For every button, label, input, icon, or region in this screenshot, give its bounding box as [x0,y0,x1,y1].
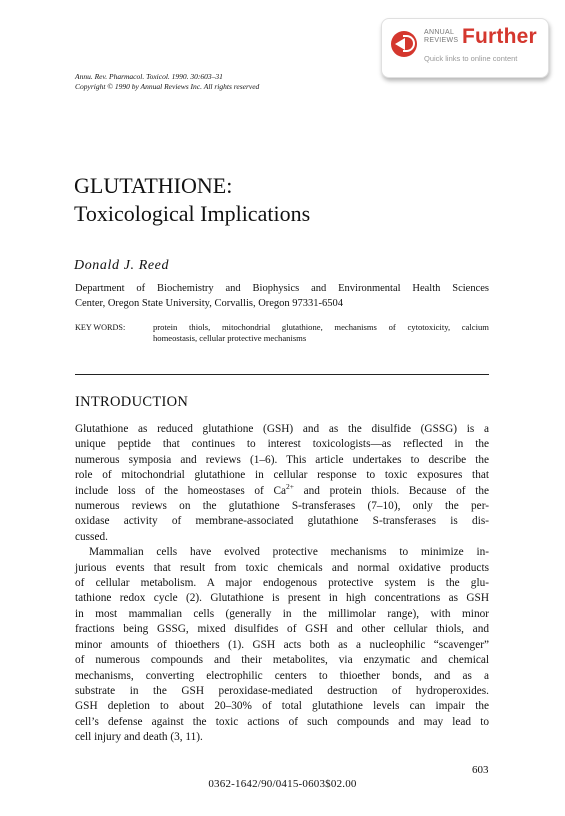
body-line: GSH depletion to about 20–30% of total glutathione levels can impair the [75,700,489,713]
calcium-superscript: 2+ [286,481,294,491]
body-line: in most mammalian cells (generally in the millimolar range), with minor [75,607,489,620]
body-line: numerous symposia and reviews (1–6). This article undertakes to describe the [75,453,489,466]
citation [75,72,259,92]
affiliation-line2: Center, Oregon State University, Corvallis, Oregon 97331-6504 [75,297,344,309]
badge-publisher [424,29,458,45]
body-line: tathione redox cycle (2). Glutathione is present in high concentrations as GSH [75,592,489,605]
body-line: substrate in the GSH peroxidase-mediated destruction of hydroperoxides. [75,684,489,697]
title-line1: GLUTATHIONE: [74,173,233,198]
keywords-line1: protein thiols, mitochondrial glutathione, mechanisms of cytotoxicity, calcium [153,322,489,332]
body-line: cell’s defense against the toxic actions of such compounds and may lead to [75,715,489,728]
title-line2: Toxicological Implications [74,201,311,226]
footer-code: 0362-1642/90/0415-0603$02.00 [208,778,357,790]
calcium-text: include loss of the homeostases of Ca [75,484,287,497]
article-title [74,172,310,228]
body-line: of cellular metabolism. A major endogenous protective system is the glu- [75,577,489,590]
keywords-line2: homeostasis, cellular protective mechanisms [153,333,307,343]
body-line: unique peptide that continues to interest toxicologists—as reflected in the [75,438,489,451]
badge-small-line1: ANNUAL [424,29,455,36]
body-line: fractions being GSSG, mixed disulfides of GSH and other cellular thiols, and [75,623,489,636]
body-line: mechanisms, converting electrophilic centers to thioether bonds, and as a [75,669,489,682]
badge-further-label: Further [462,25,537,48]
affiliation-line1: Department of Biochemistry and Biophysics and Environmental Health Sciences [75,283,489,294]
page-number: 603 [472,764,489,776]
body-line: of numerous compounds and their metabolites, via enzymatic and chemical [75,654,489,667]
badge-small-line2: REVIEWS [424,37,459,44]
body-line: jurious events that result from toxic chemicals and normal oxidative products [75,561,489,574]
body-text [75,422,489,746]
section-divider [75,374,489,375]
affiliation [75,282,489,311]
body-line: numerous reviews on the glutathione S-transferases (7–10), only the per- [75,500,489,513]
body-line: minor amounts of thioethers (1). GSH acts both as a nucleophilic “scavenger” [75,638,489,651]
keywords [75,322,489,344]
back-arrow-icon [391,31,417,57]
body-line: Glutathione as reduced glutathione (GSH) and as the disulfide (GSSG) is a [75,423,489,435]
citation-line1: Annu. Rev. Pharmacol. Toxicol. 1990. 30:603–31 [75,72,223,81]
body-line-calcium [75,481,489,499]
body-line: role of mitochondrial glutathione in cellular response to toxic exposures that [75,469,489,482]
body-line: cell injury and death (3, 11). [75,731,203,744]
body-line: cussed. [75,530,108,543]
calcium-text-after: and protein thiols. Because of the [294,484,489,497]
citation-line2: Copyright © 1990 by Annual Reviews Inc. All rights reserved [75,82,260,91]
keywords-label: KEY WORDS: [75,323,126,332]
badge-tagline: Quick links to online content [424,54,518,63]
keywords-text [153,322,489,344]
section-heading: INTRODUCTION [75,394,189,410]
body-line: oxidase activity of membrane-associated glutathione S-transferases is dis- [75,515,489,528]
body-line: Mammalian cells have evolved protective mechanisms to minimize in- [89,546,489,559]
author-name: Donald J. Reed [74,258,170,273]
further-badge[interactable] [381,18,549,78]
